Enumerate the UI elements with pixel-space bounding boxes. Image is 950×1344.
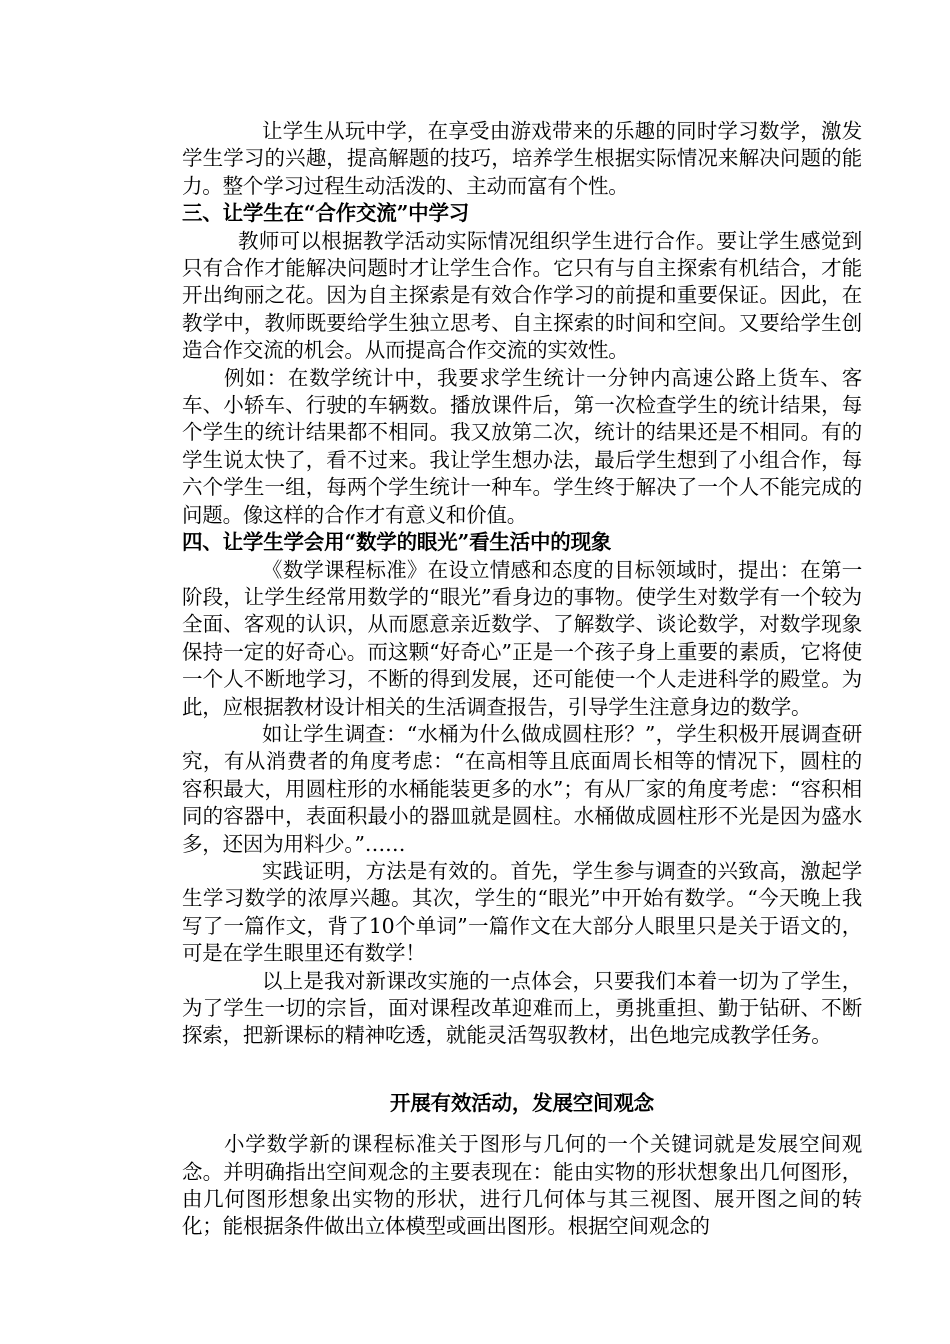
section-spacer [182, 1050, 862, 1090]
paragraph-conclusion: 以上是我对新课改实施的一点体会，只要我们本着一切为了学生，为了学生一切的宗旨，面对课程改革迎难而上，勇挑重担、勤于钻研、不断探索，把新课标的精神吃透，就能灵活驾驭教材，出色地完成教学任务。 [182, 968, 862, 1048]
heading-section-three: 三、让学生在“合作交流”中学习 [182, 201, 470, 226]
heading-section-four: 四、让学生学会用“数学的眼光”看生活中的现象 [182, 530, 612, 555]
paragraph-practice-proves: 实践证明，方法是有效的。首先，学生参与调查的兴致高，激起学生学习数学的浓厚兴趣。其次，学生的“眼光”中开始有数学。“今天晚上我写了一篇作文，背了10个单词”一篇作文在大部分人眼里只是关于语文的，可是在学生眼里还有数学！ [182, 858, 862, 966]
title-spacer [182, 1117, 862, 1131]
document-page [182, 118, 862, 1241]
paragraph-bucket-survey: 如让学生调查：“水桶为什么做成圆柱形？”，学生积极开展调查研究，有从消费者的角度考虑：“在高相等且底面周长相等的情况下，圆柱的容积最大，用圆柱形的水桶能装更多的水”；有从厂家的角度考虑：“容积相同的容器中，表面积最小的器皿就是圆柱。水桶做成圆柱形不光是因为盛水多，还因为用料少。”…… [182, 721, 862, 856]
article-title: 开展有效活动，发展空间观念 [390, 1090, 654, 1115]
paragraph-play-learning: 让学生从玩中学，在享受由游戏带来的乐趣的同时学习数学，激发学生学习的兴趣，提高解题的技巧，培养学生根据实际情况来解决问题的能力。整个学习过程生动活泼的、主动而富有个性。 [182, 119, 862, 198]
paragraph-spatial-concept: 小学数学新的课程标准关于图形与几何的一个关键词就是发展空间观念。并明确指出空间观念的主要表现在：能由实物的形状想象出几何图形，由几何图形想象出实物的形状，进行几何体与其三视图、展开图之间的转化；能根据条件做出立体模型或画出图形。根据空间观念的 [182, 1132, 862, 1239]
paragraph-statistics-example: 例如：在数学统计中，我要求学生统计一分钟内高速公路上货车、客车、小轿车、行驶的车辆数。播放课件后，第一次检查学生的统计结果，每个学生的统计结果都不相同。我又放第二次，统计的结果还是不相同。有的学生说太快了，看不过来。我让学生想办法，最后学生想到了小组合作，每六个学生一组，每两个学生统计一种车。学生终于解决了一个人不能完成的问题。像这样的合作才有意义和价值。 [182, 365, 862, 527]
paragraph-cooperation: 教师可以根据教学活动实际情况组织学生进行合作。要让学生感觉到只有合作才能解决问题时才让学生合作。它只有与自主探索有机结合，才能开出绚丽之花。因为自主探索是有效合作学习的前提和重要保证。因此，在教学中，教师既要给学生独立思考、自主探索的时间和空间。又要给学生创造合作交流的机会。从而提高合作交流的实效性。 [182, 228, 862, 363]
paragraph-curriculum-standard: 《数学课程标准》在设立情感和态度的目标领域时，提出：在第一阶段，让学生经常用数学的“眼光”看身边的事物。使学生对数学有一个较为全面、客观的认识，从而愿意亲近数学、了解数学、谈论数学，对数学现象保持一定的好奇心。而这颗“好奇心”正是一个孩子身上重要的素质，它将使一个人不断地学习，不断的得到发展，还可能使一个人走进科学的殿堂。为此，应根据教材设计相关的生活调查报告，引导学生注意身边的数学。 [182, 557, 862, 719]
